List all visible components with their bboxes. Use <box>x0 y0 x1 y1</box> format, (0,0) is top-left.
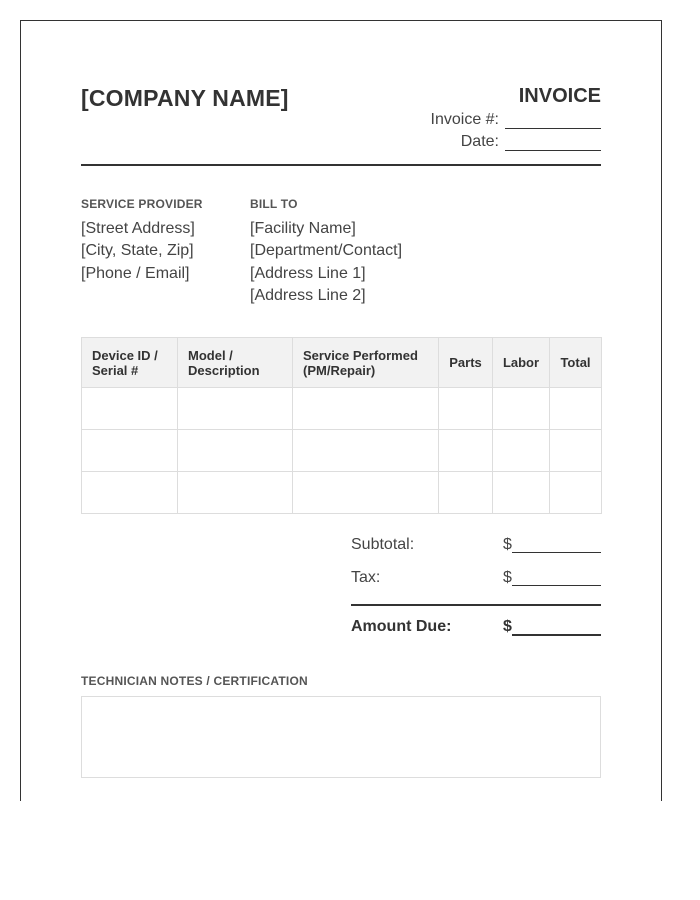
subtotal-currency: $ <box>503 536 512 553</box>
table-cell[interactable] <box>550 472 602 514</box>
tax-field[interactable] <box>512 569 601 586</box>
table-cell[interactable] <box>493 430 550 472</box>
table-cell[interactable] <box>82 472 178 514</box>
table-cell[interactable] <box>82 388 178 430</box>
bill-to-facility: [Facility Name] <box>250 220 356 237</box>
table-cell[interactable] <box>493 472 550 514</box>
provider-phone-email: [Phone / Email] <box>81 264 190 282</box>
table-cell[interactable] <box>439 472 493 514</box>
table-cell[interactable] <box>82 430 178 472</box>
service-provider-address <box>81 218 195 285</box>
bill-to-address <box>250 218 402 307</box>
invoice-date-label: Date: <box>460 133 499 150</box>
table-cell[interactable] <box>178 388 293 430</box>
invoice-number-row <box>431 111 601 129</box>
technician-notes-box[interactable] <box>81 696 601 778</box>
column-header-service-performed: Service Performed (PM/Repair) <box>293 338 439 388</box>
invoice-number-label: Invoice #: <box>430 111 499 128</box>
amount-due-label: Amount Due: <box>351 618 452 635</box>
column-header-parts: Parts <box>439 338 493 388</box>
tax-label: Tax: <box>351 569 381 586</box>
table-cell[interactable] <box>178 430 293 472</box>
table-cell[interactable] <box>439 430 493 472</box>
service-items-table <box>81 337 602 514</box>
bill-to-address-line-1: [Address Line 1] <box>250 264 366 282</box>
amount-due-field[interactable] <box>512 618 601 636</box>
subtotal-field[interactable] <box>512 536 601 553</box>
totals-divider <box>351 604 601 606</box>
invoice-date-field[interactable] <box>505 136 601 151</box>
subtotal-label: Subtotal: <box>351 536 415 553</box>
table-cell[interactable] <box>439 388 493 430</box>
company-name: [COMPANY NAME] <box>81 85 289 111</box>
column-header-labor: Labor <box>493 338 550 388</box>
table-row <box>82 472 602 514</box>
invoice-title: INVOICE <box>518 85 601 107</box>
bill-to-label: BILL TO <box>250 197 298 211</box>
column-header-total: Total <box>550 338 602 388</box>
technician-notes-label: TECHNICIAN NOTES / CERTIFICATION <box>81 674 308 688</box>
provider-city-state-zip: [City, State, Zip] <box>81 242 194 260</box>
table-row <box>82 430 602 472</box>
header-divider <box>81 164 601 166</box>
table-cell[interactable] <box>178 472 293 514</box>
invoice-date-row <box>461 133 601 151</box>
column-header-model: Model / Description <box>178 338 293 388</box>
table-cell[interactable] <box>493 388 550 430</box>
table-cell[interactable] <box>293 388 439 430</box>
table-cell[interactable] <box>293 472 439 514</box>
table-cell[interactable] <box>550 388 602 430</box>
table-row <box>82 388 602 430</box>
invoice-page <box>20 20 662 801</box>
service-provider-label: SERVICE PROVIDER <box>81 197 203 211</box>
table-cell[interactable] <box>293 430 439 472</box>
provider-street: [Street Address] <box>81 220 195 237</box>
tax-currency: $ <box>503 569 512 586</box>
amount-due-currency: $ <box>503 618 512 635</box>
bill-to-address-line-2: [Address Line 2] <box>250 286 366 304</box>
table-header-row <box>82 338 602 388</box>
table-cell[interactable] <box>550 430 602 472</box>
invoice-number-field[interactable] <box>505 114 601 129</box>
column-header-device-id: Device ID / Serial # <box>82 338 178 388</box>
bill-to-department: [Department/Contact] <box>250 242 403 260</box>
